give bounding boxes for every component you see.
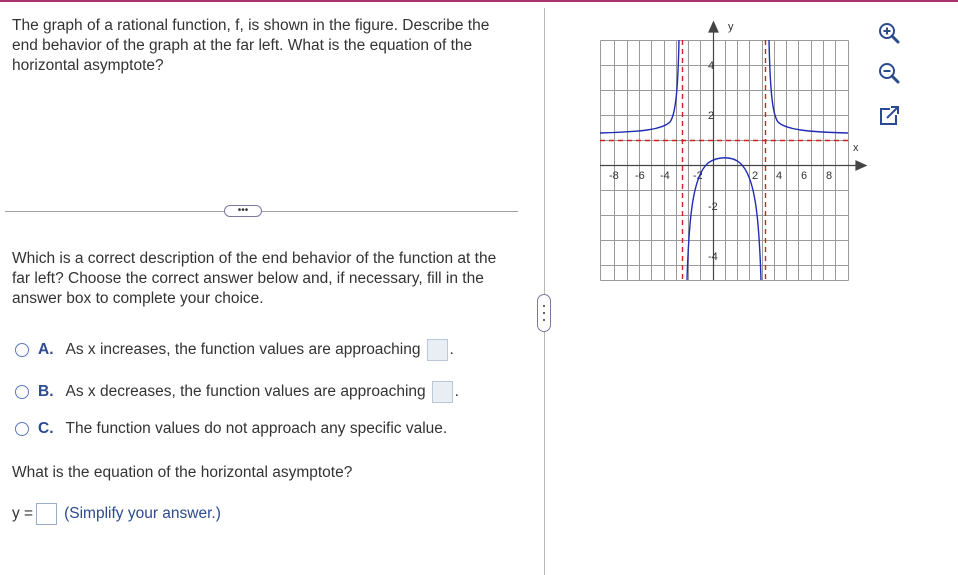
- part1-prompt: Which is a correct description of the end behavior of the function at the far left? Choose the correct answer below and, if necessary, fill in the answer box to complete your choice.: [12, 250, 497, 307]
- y-tick-label: -2: [708, 201, 718, 213]
- option-b[interactable]: B. As x decreases, the function values are approaching .: [15, 381, 459, 403]
- asymptote-answer-input[interactable]: [36, 503, 57, 525]
- x-tick-label: 2: [752, 170, 759, 182]
- x-tick-label: 8: [826, 170, 833, 182]
- x-tick-label: -6: [635, 170, 645, 182]
- x-tick-label: -2: [693, 170, 703, 182]
- function-curves: [600, 40, 848, 280]
- zoom-in-icon[interactable]: [874, 20, 904, 46]
- option-c[interactable]: [15, 418, 447, 440]
- question-text: The graph of a rational function, f, is shown in the figure. Describe the end behavior of the graph at the far left. What is the equation of the horizontal asymptote?: [12, 17, 490, 74]
- x-tick-label: 6: [801, 170, 808, 182]
- y-axis-label: y: [728, 21, 734, 33]
- x-tick-label: -8: [609, 170, 619, 182]
- vertical-splitter: [544, 8, 545, 575]
- option-a-text: As x increases, the function values are approaching: [65, 341, 421, 358]
- y-equals-label: y =: [12, 505, 34, 522]
- y-tick-label: 2: [708, 110, 715, 122]
- y-tick-label: 4: [708, 60, 715, 72]
- option-a[interactable]: A. As x increases, the function values are approaching .: [15, 339, 454, 361]
- option-b-answer-box[interactable]: [432, 381, 453, 403]
- asymptote-answer-row: [12, 503, 221, 525]
- top-accent-bar: [0, 0, 958, 2]
- option-a-answer-box[interactable]: [427, 339, 448, 361]
- option-c-radio[interactable]: [15, 422, 29, 436]
- rational-function-graph: [598, 16, 868, 291]
- zoom-out-icon[interactable]: [874, 60, 904, 86]
- part2-prompt: What is the equation of the horizontal asymptote?: [12, 464, 353, 481]
- simplify-hint: (Simplify your answer.): [64, 505, 221, 522]
- option-c-text: The function values do not approach any specific value.: [65, 420, 448, 437]
- y-tick-label: -4: [708, 251, 718, 263]
- asymptote-lines: [600, 40, 848, 280]
- x-tick-label: 4: [776, 170, 783, 182]
- option-b-text: As x decreases, the function values are approaching: [65, 383, 426, 400]
- x-tick-label: -4: [660, 170, 670, 182]
- popout-icon[interactable]: [874, 103, 904, 129]
- option-b-radio[interactable]: [15, 385, 29, 399]
- axis-tick-labels: [609, 21, 859, 263]
- more-button[interactable]: •••: [224, 205, 262, 217]
- option-a-radio[interactable]: [15, 343, 29, 357]
- x-axis-label: x: [853, 142, 859, 154]
- splitter-handle[interactable]: [537, 294, 551, 332]
- curve-right-branch: [769, 40, 848, 133]
- option-a-letter: A.: [38, 341, 54, 358]
- graph-gridlines: [601, 41, 849, 281]
- option-c-letter: C.: [38, 420, 54, 437]
- option-b-letter: B.: [38, 383, 54, 400]
